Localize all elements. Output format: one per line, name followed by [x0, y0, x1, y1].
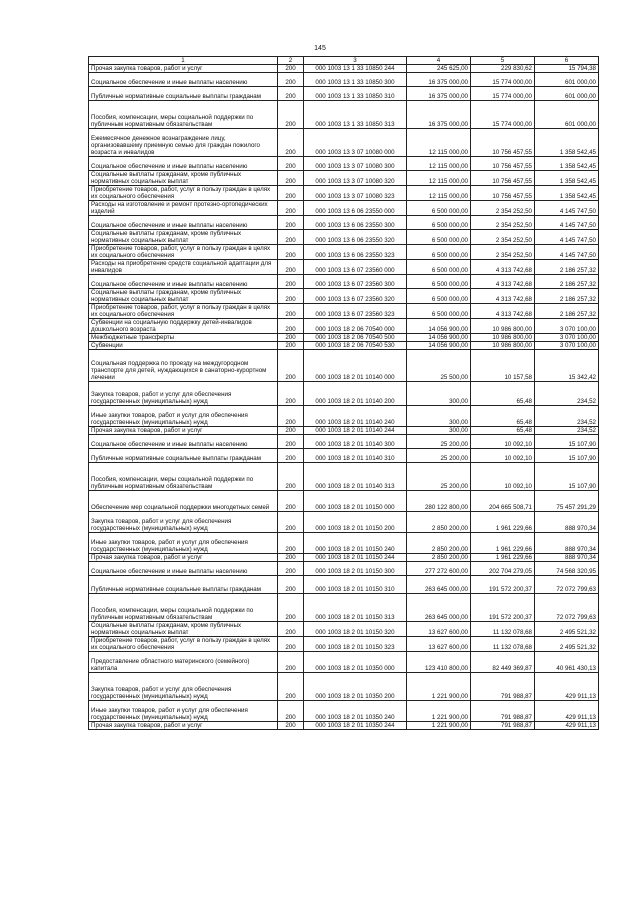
row-kvr: 200 — [278, 129, 304, 157]
row-executed: 10 092,10 — [471, 463, 535, 491]
row-name: Прочая закупка товаров, работ и услуг — [89, 722, 278, 730]
row-approved: 2 850 200,00 — [407, 533, 471, 554]
row-kvr: 200 — [278, 512, 304, 533]
row-approved: 12 115 000,00 — [407, 129, 471, 157]
row-kvr: 200 — [278, 260, 304, 275]
row-unexecuted: 15 107,90 — [535, 435, 599, 449]
row-name: Иные закупки товаров, работ и услуг для обеспечения государственных (муниципальных) нужд — [89, 406, 278, 427]
row-unexecuted: 601 000,00 — [535, 73, 599, 87]
header-row — [89, 57, 599, 65]
row-name: Прочая закупка товаров, работ и услуг — [89, 554, 278, 562]
table-row — [89, 101, 599, 129]
row-approved: 263 645 000,00 — [407, 576, 471, 594]
row-unexecuted: 429 911,13 — [535, 701, 599, 722]
column-header: 3 — [304, 57, 407, 65]
row-code: 000 1003 18 2 01 10150 313 — [304, 594, 407, 622]
table-row — [89, 289, 599, 304]
row-approved: 13 627 600,00 — [407, 637, 471, 652]
table-row — [89, 637, 599, 652]
row-unexecuted: 72 072 799,63 — [535, 576, 599, 594]
row-unexecuted: 15 342,42 — [535, 350, 599, 382]
table-row — [89, 216, 599, 230]
row-name: Приобретение товаров, работ, услуг в пользу граждан в целях их социального обеспечения — [89, 637, 278, 652]
row-code: 000 1003 13 6 06 23550 323 — [304, 245, 407, 260]
row-kvr: 200 — [278, 533, 304, 554]
row-executed: 4 313 742,68 — [471, 260, 535, 275]
row-kvr: 200 — [278, 230, 304, 245]
row-kvr: 200 — [278, 65, 304, 73]
row-name: Субвенции — [89, 342, 278, 350]
row-approved: 16 375 000,00 — [407, 73, 471, 87]
row-code: 000 1003 18 2 01 10150 320 — [304, 622, 407, 637]
table-row — [89, 171, 599, 186]
row-approved: 14 056 900,00 — [407, 334, 471, 342]
row-name: Публичные нормативные социальные выплаты гражданам — [89, 87, 278, 101]
row-code: 000 1003 13 6 06 23550 320 — [304, 230, 407, 245]
row-kvr: 200 — [278, 186, 304, 201]
row-code: 000 1003 18 2 01 10140 300 — [304, 435, 407, 449]
row-unexecuted: 888 970,34 — [535, 533, 599, 554]
row-code: 000 1003 13 3 07 10080 323 — [304, 186, 407, 201]
row-name: Пособия, компенсации, меры социальной поддержки по публичным нормативным обязательствам — [89, 463, 278, 491]
row-name: Социальное обеспечение и иные выплаты населению — [89, 157, 278, 171]
row-approved: 1 221 900,00 — [407, 722, 471, 730]
row-name: Социальная поддержка по проезду на междугородном транспорте для детей, нуждающихся в санаторно-курортном лечении — [89, 350, 278, 382]
row-code: 000 1003 18 2 01 10150 240 — [304, 533, 407, 554]
row-approved: 1 221 900,00 — [407, 673, 471, 701]
row-name: Приобретение товаров, работ, услуг в пользу граждан в целях их социального обеспечения — [89, 245, 278, 260]
row-name: Закупка товаров, работ и услуг для обеспечения государственных (муниципальных) нужд — [89, 512, 278, 533]
row-unexecuted: 72 072 799,63 — [535, 594, 599, 622]
row-executed: 65,48 — [471, 382, 535, 406]
row-executed: 191 572 200,37 — [471, 576, 535, 594]
table-row — [89, 73, 599, 87]
row-approved: 6 500 000,00 — [407, 216, 471, 230]
row-approved: 12 115 000,00 — [407, 186, 471, 201]
row-code: 000 1003 13 6 07 23560 000 — [304, 260, 407, 275]
row-kvr: 200 — [278, 562, 304, 576]
row-unexecuted: 2 495 521,32 — [535, 637, 599, 652]
row-code: 000 1003 13 3 07 10080 000 — [304, 129, 407, 157]
row-unexecuted: 234,52 — [535, 427, 599, 435]
row-approved: 6 500 000,00 — [407, 230, 471, 245]
row-approved: 300,00 — [407, 427, 471, 435]
row-code: 000 1003 18 2 01 10150 310 — [304, 576, 407, 594]
row-kvr: 200 — [278, 171, 304, 186]
row-name: Прочая закупка товаров, работ и услуг — [89, 65, 278, 73]
page-number: 145 — [314, 45, 326, 52]
row-unexecuted: 74 568 320,95 — [535, 562, 599, 576]
row-kvr: 200 — [278, 554, 304, 562]
row-code: 000 1003 18 2 01 10150 244 — [304, 554, 407, 562]
row-unexecuted: 2 186 257,32 — [535, 275, 599, 289]
row-executed: 10 756 457,55 — [471, 186, 535, 201]
table-row — [89, 449, 599, 463]
row-approved: 25 200,00 — [407, 463, 471, 491]
table-row — [89, 562, 599, 576]
row-approved: 6 500 000,00 — [407, 260, 471, 275]
row-approved: 300,00 — [407, 406, 471, 427]
row-name: Прочая закупка товаров, работ и услуг — [89, 427, 278, 435]
row-kvr: 200 — [278, 87, 304, 101]
row-name: Межбюджетные трансферты — [89, 334, 278, 342]
row-unexecuted: 75 457 291,29 — [535, 491, 599, 512]
row-unexecuted: 4 145 747,50 — [535, 201, 599, 216]
row-approved: 300,00 — [407, 382, 471, 406]
row-approved: 14 056 900,00 — [407, 319, 471, 334]
row-code: 000 1003 18 2 06 70540 530 — [304, 342, 407, 350]
row-unexecuted: 601 000,00 — [535, 87, 599, 101]
row-executed: 1 961 229,66 — [471, 512, 535, 533]
row-approved: 245 625,00 — [407, 65, 471, 73]
row-approved: 25 500,00 — [407, 350, 471, 382]
row-executed: 191 572 200,37 — [471, 594, 535, 622]
row-code: 000 1003 13 1 33 10850 300 — [304, 73, 407, 87]
row-code: 000 1003 13 6 07 23560 320 — [304, 289, 407, 304]
row-name: Публичные нормативные социальные выплаты гражданам — [89, 576, 278, 594]
row-name: Пособия, компенсации, меры социальной поддержки по публичным нормативным обязательствам — [89, 594, 278, 622]
row-code: 000 1003 13 6 07 23560 300 — [304, 275, 407, 289]
row-kvr: 200 — [278, 289, 304, 304]
row-code: 000 1003 18 2 01 10150 000 — [304, 491, 407, 512]
row-code: 000 1003 13 6 06 23550 000 — [304, 201, 407, 216]
row-code: 000 1003 18 2 06 70540 000 — [304, 319, 407, 334]
row-approved: 263 645 000,00 — [407, 594, 471, 622]
row-name: Ежемесячное денежное вознаграждение лицу, организовавшему приемную семью для граждан пожилого возраста и инвалидов — [89, 129, 278, 157]
row-name: Иные закупки товаров, работ и услуг для обеспечения государственных (муниципальных) нужд — [89, 533, 278, 554]
table-row — [89, 576, 599, 594]
table-row — [89, 342, 599, 350]
column-header: 6 — [535, 57, 599, 65]
row-unexecuted: 601 000,00 — [535, 101, 599, 129]
row-name: Закупка товаров, работ и услуг для обеспечения государственных (муниципальных) нужд — [89, 673, 278, 701]
row-name: Приобретение товаров, работ, услуг в пользу граждан в целях их социального обеспечения — [89, 304, 278, 319]
row-name: Социальное обеспечение и иные выплаты населению — [89, 562, 278, 576]
row-name: Обеспечение мер социальной поддержки многодетных семей — [89, 491, 278, 512]
table-row — [89, 201, 599, 216]
row-kvr: 200 — [278, 334, 304, 342]
row-unexecuted: 1 358 542,45 — [535, 129, 599, 157]
row-unexecuted: 3 070 100,00 — [535, 342, 599, 350]
row-kvr: 200 — [278, 406, 304, 427]
row-unexecuted: 2 186 257,32 — [535, 260, 599, 275]
row-executed: 2 354 252,50 — [471, 230, 535, 245]
row-approved: 13 627 600,00 — [407, 622, 471, 637]
row-code: 000 1003 13 6 07 23560 323 — [304, 304, 407, 319]
table-row — [89, 701, 599, 722]
row-code: 000 1003 13 1 33 10850 310 — [304, 87, 407, 101]
row-unexecuted: 429 911,13 — [535, 673, 599, 701]
row-approved: 6 500 000,00 — [407, 275, 471, 289]
row-name: Социальные выплаты гражданам, кроме публичных нормативных социальных выплат — [89, 171, 278, 186]
row-unexecuted: 15 794,38 — [535, 65, 599, 73]
table-row — [89, 673, 599, 701]
table-row — [89, 186, 599, 201]
table-row — [89, 304, 599, 319]
row-kvr: 200 — [278, 342, 304, 350]
row-approved: 6 500 000,00 — [407, 201, 471, 216]
row-executed: 15 774 000,00 — [471, 101, 535, 129]
row-code: 000 1003 18 2 06 70540 500 — [304, 334, 407, 342]
row-name: Социальное обеспечение и иные выплаты населению — [89, 216, 278, 230]
row-executed: 11 132 078,68 — [471, 637, 535, 652]
row-kvr: 200 — [278, 319, 304, 334]
row-kvr: 200 — [278, 673, 304, 701]
row-executed: 2 354 252,50 — [471, 245, 535, 260]
row-unexecuted: 888 970,34 — [535, 512, 599, 533]
row-approved: 12 115 000,00 — [407, 171, 471, 186]
row-approved: 1 221 900,00 — [407, 701, 471, 722]
row-unexecuted: 4 145 747,50 — [535, 216, 599, 230]
row-unexecuted: 234,52 — [535, 382, 599, 406]
row-code: 000 1003 18 2 01 10350 244 — [304, 722, 407, 730]
row-unexecuted: 1 358 542,45 — [535, 186, 599, 201]
row-code: 000 1003 13 6 06 23550 300 — [304, 216, 407, 230]
table-row — [89, 129, 599, 157]
row-approved: 16 375 000,00 — [407, 101, 471, 129]
row-executed: 10 092,10 — [471, 435, 535, 449]
row-unexecuted: 234,52 — [535, 406, 599, 427]
table-row — [89, 350, 599, 382]
row-unexecuted: 888 970,34 — [535, 554, 599, 562]
table-row — [89, 157, 599, 171]
row-executed: 65,48 — [471, 406, 535, 427]
row-executed: 4 313 742,68 — [471, 304, 535, 319]
row-approved: 6 500 000,00 — [407, 304, 471, 319]
table-row — [89, 722, 599, 730]
row-kvr: 200 — [278, 245, 304, 260]
row-unexecuted: 2 495 521,32 — [535, 622, 599, 637]
row-executed: 791 988,87 — [471, 722, 535, 730]
row-kvr: 200 — [278, 449, 304, 463]
row-executed: 10 986 800,00 — [471, 342, 535, 350]
row-name: Социальное обеспечение и иные выплаты населению — [89, 73, 278, 87]
row-approved: 25 200,00 — [407, 449, 471, 463]
row-unexecuted: 3 070 100,00 — [535, 319, 599, 334]
row-kvr: 200 — [278, 73, 304, 87]
row-code: 000 1003 13 3 07 10080 300 — [304, 157, 407, 171]
row-kvr: 200 — [278, 382, 304, 406]
row-name: Пособия, компенсации, меры социальной поддержки по публичным нормативным обязательствам — [89, 101, 278, 129]
row-kvr: 200 — [278, 304, 304, 319]
row-code: 000 1003 18 2 01 10150 323 — [304, 637, 407, 652]
row-approved: 2 850 200,00 — [407, 554, 471, 562]
row-executed: 65,48 — [471, 427, 535, 435]
table-row — [89, 260, 599, 275]
row-approved: 280 122 800,00 — [407, 491, 471, 512]
row-unexecuted: 1 358 542,45 — [535, 171, 599, 186]
table-row — [89, 230, 599, 245]
row-kvr: 200 — [278, 101, 304, 129]
row-executed: 10 092,10 — [471, 449, 535, 463]
row-code: 000 1003 18 2 01 10350 000 — [304, 652, 407, 673]
row-code: 000 1003 18 2 01 10140 310 — [304, 449, 407, 463]
row-executed: 1 961 229,66 — [471, 554, 535, 562]
row-code: 000 1003 18 2 01 10140 240 — [304, 406, 407, 427]
column-header: 4 — [407, 57, 471, 65]
row-executed: 10 756 457,55 — [471, 171, 535, 186]
table-body — [89, 65, 599, 730]
row-approved: 277 272 600,00 — [407, 562, 471, 576]
row-name: Иные закупки товаров, работ и услуг для обеспечения государственных (муниципальных) нужд — [89, 701, 278, 722]
table-row — [89, 319, 599, 334]
row-executed: 15 774 000,00 — [471, 73, 535, 87]
row-code: 000 1003 18 2 01 10350 240 — [304, 701, 407, 722]
row-executed: 10 986 800,00 — [471, 319, 535, 334]
row-unexecuted: 1 358 542,45 — [535, 157, 599, 171]
row-executed: 10 157,58 — [471, 350, 535, 382]
row-name: Социальные выплаты гражданам, кроме публичных нормативных социальных выплат — [89, 622, 278, 637]
table-row — [89, 406, 599, 427]
row-code: 000 1003 18 2 01 10140 244 — [304, 427, 407, 435]
table-row — [89, 594, 599, 622]
table-row — [89, 512, 599, 533]
table-row — [89, 491, 599, 512]
table-row — [89, 652, 599, 673]
row-approved: 25 200,00 — [407, 435, 471, 449]
row-executed: 11 132 078,68 — [471, 622, 535, 637]
row-kvr: 200 — [278, 701, 304, 722]
row-approved: 12 115 000,00 — [407, 157, 471, 171]
row-name: Социальное обеспечение и иные выплаты населению — [89, 275, 278, 289]
row-unexecuted: 4 145 747,50 — [535, 245, 599, 260]
row-unexecuted: 2 186 257,32 — [535, 304, 599, 319]
row-kvr: 200 — [278, 201, 304, 216]
row-approved: 16 375 000,00 — [407, 87, 471, 101]
row-executed: 15 774 000,00 — [471, 87, 535, 101]
row-code: 000 1003 13 1 33 10850 244 — [304, 65, 407, 73]
row-code: 000 1003 18 2 01 10150 200 — [304, 512, 407, 533]
table-row — [89, 533, 599, 554]
row-unexecuted: 429 911,13 — [535, 722, 599, 730]
row-executed: 2 354 252,50 — [471, 201, 535, 216]
row-kvr: 200 — [278, 637, 304, 652]
row-executed: 10 986 800,00 — [471, 334, 535, 342]
row-executed: 791 988,87 — [471, 673, 535, 701]
row-approved: 6 500 000,00 — [407, 289, 471, 304]
table-row — [89, 463, 599, 491]
table-row — [89, 554, 599, 562]
row-code: 000 1003 18 2 01 10150 300 — [304, 562, 407, 576]
row-name: Закупка товаров, работ и услуг для обеспечения государственных (муниципальных) нужд — [89, 382, 278, 406]
row-executed: 202 704 279,05 — [471, 562, 535, 576]
row-unexecuted: 15 107,90 — [535, 463, 599, 491]
row-kvr: 200 — [278, 491, 304, 512]
column-header: 2 — [278, 57, 304, 65]
row-executed: 82 449 369,87 — [471, 652, 535, 673]
row-kvr: 200 — [278, 350, 304, 382]
table-row — [89, 435, 599, 449]
row-kvr: 200 — [278, 216, 304, 230]
row-unexecuted: 2 186 257,32 — [535, 289, 599, 304]
row-name: Расходы на приобретение средств социальной адаптации для инвалидов — [89, 260, 278, 275]
budget-table — [88, 56, 599, 730]
row-name: Социальное обеспечение и иные выплаты населению — [89, 435, 278, 449]
row-name: Расходы на изготовление и ремонт протезно-ортопедических изделий — [89, 201, 278, 216]
table-row — [89, 65, 599, 73]
table-row — [89, 245, 599, 260]
row-unexecuted: 15 107,90 — [535, 449, 599, 463]
row-name: Субвенции на социальную поддержку детей-инвалидов дошкольного возраста — [89, 319, 278, 334]
table-row — [89, 382, 599, 406]
table-row — [89, 275, 599, 289]
table-row — [89, 427, 599, 435]
row-kvr: 200 — [278, 157, 304, 171]
row-executed: 791 988,87 — [471, 701, 535, 722]
row-kvr: 200 — [278, 427, 304, 435]
row-code: 000 1003 18 2 01 10140 200 — [304, 382, 407, 406]
row-approved: 6 500 000,00 — [407, 245, 471, 260]
row-kvr: 200 — [278, 463, 304, 491]
column-header: 1 — [89, 57, 278, 65]
row-name: Приобретение товаров, работ, услуг в пользу граждан в целях их социального обеспечения — [89, 186, 278, 201]
row-approved: 2 850 200,00 — [407, 512, 471, 533]
row-kvr: 200 — [278, 435, 304, 449]
column-header: 5 — [471, 57, 535, 65]
row-approved: 14 056 900,00 — [407, 342, 471, 350]
row-executed: 204 665 508,71 — [471, 491, 535, 512]
row-executed: 4 313 742,68 — [471, 289, 535, 304]
row-name: Публичные нормативные социальные выплаты гражданам — [89, 449, 278, 463]
row-executed: 4 313 742,68 — [471, 275, 535, 289]
row-executed: 10 756 457,55 — [471, 157, 535, 171]
row-name: Предоставление областного материнского (семейного) капитала — [89, 652, 278, 673]
row-kvr: 200 — [278, 622, 304, 637]
row-executed: 1 961 229,66 — [471, 533, 535, 554]
table-row — [89, 87, 599, 101]
row-code: 000 1003 18 2 01 10140 313 — [304, 463, 407, 491]
row-kvr: 200 — [278, 275, 304, 289]
row-kvr: 200 — [278, 576, 304, 594]
row-code: 000 1003 13 3 07 10080 320 — [304, 171, 407, 186]
row-approved: 123 410 800,00 — [407, 652, 471, 673]
row-unexecuted: 4 145 747,50 — [535, 230, 599, 245]
row-executed: 229 830,62 — [471, 65, 535, 73]
row-unexecuted: 3 070 100,00 — [535, 334, 599, 342]
row-kvr: 200 — [278, 652, 304, 673]
row-kvr: 200 — [278, 722, 304, 730]
table-row — [89, 622, 599, 637]
row-code: 000 1003 13 1 33 10850 313 — [304, 101, 407, 129]
row-code: 000 1003 18 2 01 10140 000 — [304, 350, 407, 382]
row-executed: 10 756 457,55 — [471, 129, 535, 157]
table-row — [89, 334, 599, 342]
row-name: Социальные выплаты гражданам, кроме публичных нормативных социальных выплат — [89, 230, 278, 245]
row-name: Социальные выплаты гражданам, кроме публичных нормативных социальных выплат — [89, 289, 278, 304]
row-unexecuted: 40 961 430,13 — [535, 652, 599, 673]
row-kvr: 200 — [278, 594, 304, 622]
row-code: 000 1003 18 2 01 10350 200 — [304, 673, 407, 701]
row-executed: 2 354 252,50 — [471, 216, 535, 230]
table-header — [89, 57, 599, 65]
